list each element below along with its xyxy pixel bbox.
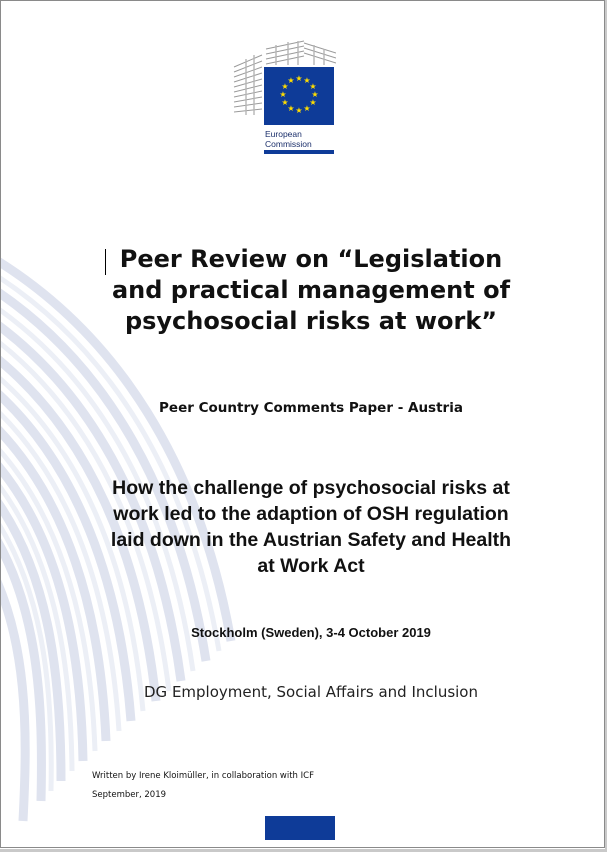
author-line[interactable]: Written by Irene Kloimüller, in collaboration with ICF	[92, 771, 314, 781]
document-subtitle[interactable]: Peer Country Comments Paper - Austria	[159, 400, 463, 416]
directorate-general[interactable]: DG Employment, Social Affairs and Inclusion	[144, 683, 478, 701]
svg-text:★: ★	[295, 106, 303, 115]
european-commission-logo	[232, 39, 336, 149]
logo-text	[265, 129, 312, 149]
eu-flag-icon	[265, 816, 335, 840]
publication-date[interactable]: September, 2019	[92, 790, 167, 800]
paper-title-line-4: at Work Act	[257, 555, 365, 577]
title-line-1: Peer Review on “Legislation	[119, 245, 503, 273]
title-line-2: and practical management of	[111, 276, 511, 304]
logo-underline	[264, 150, 334, 154]
title-line-3: psychosocial risks at work”	[124, 307, 498, 335]
svg-text:★: ★	[303, 104, 311, 113]
svg-text:★: ★	[281, 98, 289, 107]
svg-text:★: ★	[311, 90, 319, 99]
svg-text:★: ★	[287, 104, 295, 113]
svg-text:★: ★	[287, 76, 295, 85]
svg-text:★: ★	[279, 90, 287, 99]
eu-stars-icon	[264, 67, 334, 125]
logo-text-line1: European	[265, 129, 302, 139]
paper-title-line-2: work led to the adaption of OSH regulation	[113, 503, 509, 525]
paper-title-line-3: laid down in the Austrian Safety and Health	[110, 529, 512, 551]
logo-text-line2: Commission	[265, 139, 312, 149]
event-location-date[interactable]: Stockholm (Sweden), 3-4 October 2019	[191, 625, 431, 640]
svg-text:★: ★	[281, 82, 289, 91]
paper-title-line-1: How the challenge of psychosocial risks at	[112, 477, 510, 499]
svg-text:★: ★	[309, 82, 317, 91]
svg-text:★: ★	[303, 76, 311, 85]
svg-text:★: ★	[309, 98, 317, 107]
document-title[interactable]	[61, 244, 561, 337]
eu-flag	[264, 67, 334, 125]
paper-title[interactable]	[71, 475, 551, 579]
svg-text:★: ★	[295, 74, 303, 83]
